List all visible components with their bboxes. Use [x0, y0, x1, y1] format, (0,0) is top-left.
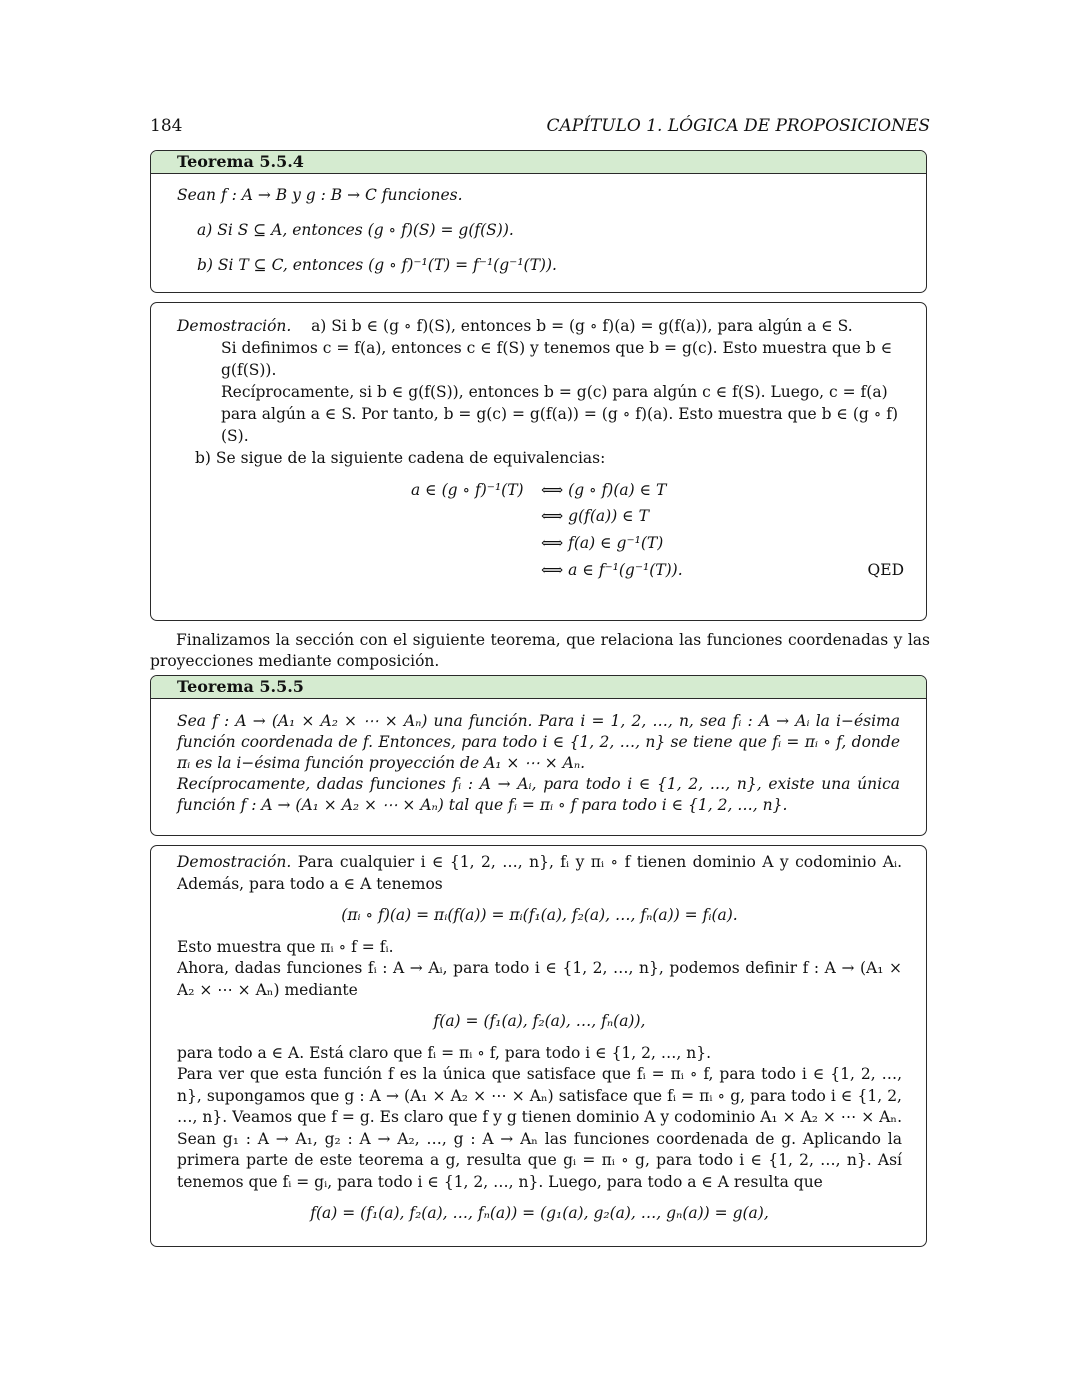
body-paragraph	[150, 630, 930, 672]
chapter-title: CAPÍTULO 1. LÓGICA DE PROPOSICIONES	[546, 116, 930, 136]
proof-label: Demostración.	[177, 853, 292, 871]
proof-p4: para todo a ∈ A. Está claro que fᵢ = πᵢ ∘ f, para todo i ∈ {1, 2, …, n}.	[177, 1043, 711, 1062]
theorem-body	[151, 699, 926, 816]
theorem-intro: Sean f : A → B y g : B → C funciones.	[177, 186, 463, 204]
equation-2: f(a) = (f₁(a), f₂(a), …, fₙ(a)),	[433, 1012, 646, 1030]
theorem-converse: Recíprocamente, dadas funciones fᵢ : A → Aᵢ, para todo i ∈ {1, 2, …, n}, existe una única función f : A → (A₁ × A₂ × ⋯ × Aₙ) tal que fᵢ = πᵢ ∘ f para todo i ∈ {1, 2, …, n}.	[177, 775, 900, 814]
theorem-statement: Sea f : A → (A₁ × A₂ × ⋯ × Aₙ) una función. Para i = 1, 2, …, n, sea fᵢ : A → Aᵢ la i−ésima función coordenada de f. Entonces, para todo i ∈ {1, 2, …, n} se tiene que fᵢ = πᵢ ∘ f, donde πᵢ es la i−ésima función proyección de A₁ × ⋯ × Aₙ.	[177, 712, 900, 772]
proof-p3: Ahora, dadas funciones fᵢ : A → Aᵢ, para todo i ∈ {1, 2, …, n}, podemos definir f : A → (A₁ × A₂ × ⋯ × Aₙ) mediante	[177, 959, 902, 999]
theorem-box-5-5-5	[150, 675, 927, 836]
chain-row-3: ⟺ f(a) ∈ g⁻¹(T)	[541, 534, 664, 552]
chain-row-2: ⟺ g(f(a)) ∈ T	[541, 507, 649, 525]
proof-box-2	[150, 845, 927, 1247]
theorem-item-b: b) Si T ⊆ C, entonces (g ∘ f)⁻¹(T) = f⁻¹(g⁻¹(T)).	[197, 256, 557, 274]
page-number: 184	[150, 116, 183, 136]
equation-3: f(a) = (f₁(a), f₂(a), …, fₙ(a)) = (g₁(a), g₂(a), …, gₙ(a)) = g(a),	[310, 1204, 769, 1222]
paragraph-text: Finalizamos la sección con el siguiente teorema, que relaciona las funciones coordenadas y las proyecciones mediante composición.	[150, 631, 930, 670]
chain-row-1: ⟺ (g ∘ f)(a) ∈ T	[541, 481, 667, 499]
proof-box-1	[150, 302, 927, 621]
proof-a-converse: Recíprocamente, si b ∈ g(f(S)), entonces b = g(c) para algún c ∈ f(S). Luego, c = f(a) para algún a ∈ S. Por tanto, b = g(c) = g(f(a)) = (g ∘ f)(a). Esto muestra que b ∈ (g ∘ f)(S).	[221, 383, 899, 445]
theorem-title: Teorema 5.5.5	[151, 676, 926, 699]
proof-label: Demostración.	[177, 317, 292, 335]
theorem-item-a: a) Si S ⊆ A, entonces (g ∘ f)(S) = g(f(S)).	[197, 221, 514, 239]
proof-p2: Esto muestra que πᵢ ∘ f = fᵢ.	[177, 937, 394, 956]
proof-p1: Para cualquier i ∈ {1, 2, …, n}, fᵢ y πᵢ ∘ f tienen dominio A y codominio Aᵢ. Además, para todo a ∈ A tenemos	[177, 853, 903, 893]
chain-row-4: ⟺ a ∈ f⁻¹(g⁻¹(T)).	[541, 561, 683, 579]
equation-1: (πᵢ ∘ f)(a) = πᵢ(f(a)) = πᵢ(f₁(a), f₂(a), …, fₙ(a)) = fᵢ(a).	[341, 906, 738, 924]
proof-a-rest: Si definimos c = f(a), entonces c ∈ f(S) y tenemos que b = g(c). Esto muestra que b ∈ g(f(S)).	[221, 339, 893, 379]
equivalence-chain	[177, 479, 902, 579]
proof-body	[151, 846, 926, 1225]
proof-p5: Para ver que esta función f es la única que satisface que fᵢ = πᵢ ∘ f, para todo i ∈ {1, 2, …, n}, supongamos que g : A → (A₁ × A₂ × ⋯ × Aₙ) satisface que fᵢ = πᵢ ∘ g, para todo i ∈ {1, 2, …, n}. Veamos que f = g. Es claro que f y g tienen dominio A y codominio A₁ × A₂ × ⋯ × Aₙ. Sean g₁ : A → A₁, g₂ : A → A₂, …, g : A → Aₙ las funciones coordenada de g. Aplicando la primera parte de este teorema a g, resulta que gᵢ = πᵢ ∘ g, para todo i ∈ {1, 2, …, n}. Así tenemos que fᵢ = gᵢ, para todo i ∈ {1, 2, …, n}. Luego, para todo a ∈ A resulta que	[177, 1065, 902, 1191]
theorem-box-5-5-4	[150, 150, 927, 293]
chain-lhs: a ∈ (g ∘ f)⁻¹(T)	[411, 481, 524, 499]
proof-b-text: b) Se sigue de la siguiente cadena de equivalencias:	[195, 449, 606, 467]
proof-a-first-line: a) Si b ∈ (g ∘ f)(S), entonces b = (g ∘ f)(a) = g(f(a)), para algún a ∈ S.	[311, 317, 853, 335]
running-header	[150, 116, 930, 140]
theorem-title: Teorema 5.5.4	[151, 151, 926, 174]
theorem-body	[151, 174, 926, 276]
proof-body	[151, 303, 926, 579]
qed-mark: QED	[867, 561, 904, 579]
